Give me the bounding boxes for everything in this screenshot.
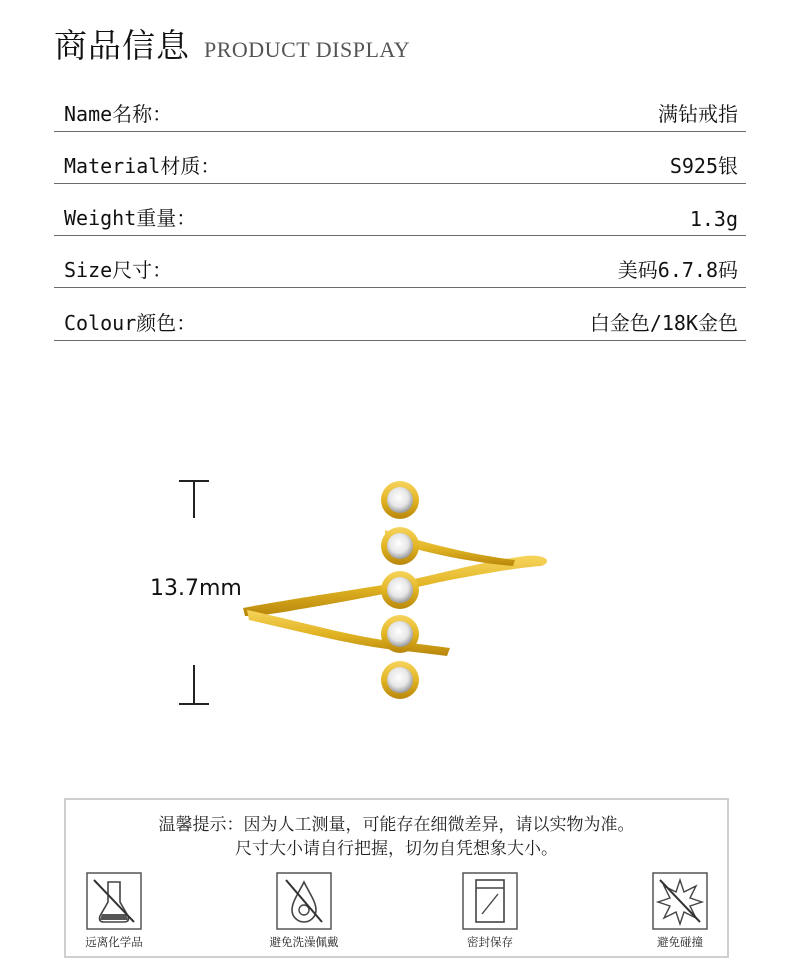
dimension-bottom-cap: [179, 703, 209, 705]
care-notice: [64, 798, 729, 958]
notice-line-2: 尺寸大小请自行把握，切勿自凭想象大小。: [235, 839, 558, 859]
dimension-top-line: [193, 480, 195, 518]
spec-row-colour: [54, 305, 746, 341]
care-label: 避免碰撞: [657, 935, 703, 949]
notice-line-1: 温馨提示：因为人工测量，可能存在细微差异，请以实物为准。: [158, 815, 635, 835]
spec-value: 美码6.7.8码: [617, 258, 738, 282]
ring-illustration: [235, 470, 555, 710]
water-drop-icon: [276, 872, 332, 930]
spec-value: 1.3g: [689, 207, 738, 231]
spec-row-weight: [54, 200, 746, 236]
spec-row-size: [54, 252, 746, 288]
section-title-cn: 商品信息: [54, 26, 190, 65]
spec-value: 白金色/18K金色: [589, 311, 738, 335]
spec-label: Size尺寸：: [64, 258, 173, 282]
care-label: 密封保存: [467, 935, 513, 949]
spec-row-name: [54, 96, 746, 132]
section-header: [54, 20, 410, 64]
dimension-label: 13.7mm: [150, 576, 242, 601]
spec-value: 满钻戒指: [658, 102, 738, 126]
spec-value: S925银: [669, 154, 738, 178]
spec-label: Weight重量：: [64, 206, 197, 230]
gem-column: [381, 481, 419, 699]
spec-row-material: [54, 148, 746, 184]
spec-label: Colour颜色：: [64, 311, 197, 335]
section-title-en: PRODUCT DISPLAY: [204, 37, 411, 62]
sealed-bag-icon: [462, 872, 518, 930]
spec-label: Name名称：: [64, 102, 173, 126]
dimension-bottom-line: [193, 665, 195, 703]
impact-icon: [652, 872, 708, 930]
chemical-icon: [86, 872, 142, 930]
care-label: 远离化学品: [85, 935, 143, 949]
care-label: 避免洗澡佩戴: [269, 935, 339, 949]
spec-label: Material材质：: [64, 154, 221, 178]
